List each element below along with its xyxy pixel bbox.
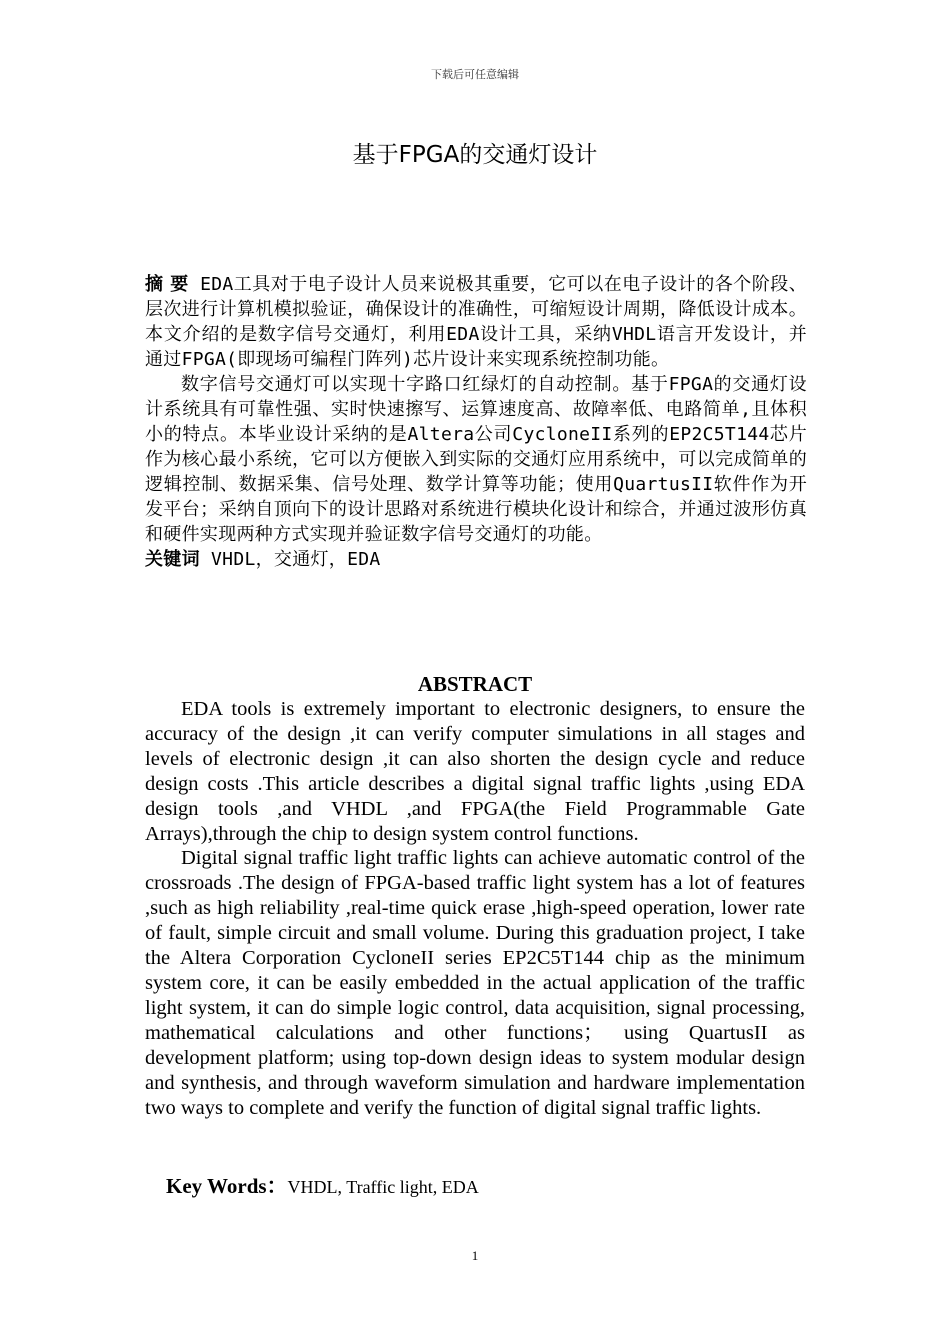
keywords-text: VHDL，交通灯，EDA — [211, 549, 381, 570]
english-keywords-label: Key Words： — [166, 1174, 288, 1198]
chinese-abstract-para1 — [145, 272, 807, 372]
chinese-abstract-para2: 数字信号交通灯可以实现十字路口红绿灯的自动控制。基于FPGA的交通灯设计系统具有可靠性强、实时快速擦写、运算速度高、故障率低、电路简单,且体积小的特点。本毕业设计采纳的是Altera公司CycloneII系列的EP2C5T144芯片作为核心最小系统，它可以方便嵌入到实际的交通灯应用系统中，可以完成简单的逻辑控制、数据采集、信号处理、数学计算等功能；使用QuartusII软件作为开发平台；采纳自顶向下的设计思路对系统进行模块化设计和综合，并通过波形仿真和硬件实现两种方式实现并验证数字信号交通灯的功能。 — [145, 374, 807, 545]
english-abstract-para1: EDA tools is extremely important to electronic designers, to ensure the accuracy of the design ,it can verify computer simulations in all stages and levels of electronic design ,it can also shorten the design cycle and reduce design costs .This article describes a digital signal traffic lights ,using EDA design tools ,and VHDL ,and FPGA(the Field Programmable Gate Arrays),through the chip to design system control functions. — [145, 698, 805, 845]
keywords-label: 关键词 — [145, 549, 200, 570]
document-title: 基于FPGA的交通灯设计 — [352, 142, 598, 168]
english-abstract — [145, 697, 805, 1120]
page-number: 1 — [471, 1248, 479, 1263]
chinese-abstract-text1: EDA工具对于电子设计人员来说极其重要，它可以在电子设计的各个阶段、层次进行计算机模拟验证，确保设计的准确性，可缩短设计周期，降低设计成本。本文介绍的是数字信号交通灯，利用EDA设计工具，采纳VHDL语言开发设计，并通过FPGA(即现场可编程门阵列)芯片设计来实现系统控制功能。 — [145, 274, 807, 370]
chinese-abstract — [145, 272, 807, 572]
chinese-keywords — [145, 547, 807, 572]
english-keywords — [166, 1170, 479, 1200]
abstract-heading: ABSTRACT — [417, 672, 533, 696]
page-header: 下载后可任意编辑 — [431, 68, 519, 81]
english-keywords-text: VHDL, Traffic light, EDA — [287, 1177, 479, 1197]
abstract-label: 摘 要 — [145, 274, 189, 295]
english-abstract-para2: Digital signal traffic light traffic lights can achieve automatic control of the crossroads .The design of FPGA-based traffic light system has a lot of features ,such as high reliability ,real-time quick erase ,high-speed operation, lower rate of fault, simple circuit and small volume. During this graduation project, I take the Altera Corporation CycloneII series EP2C5T144 chip as the minimum system core, it can be easily embedded in the actual application of the traffic light system, it can do simple logic control, data acquisition, signal processing, mathematical calculations and other functions； using QuartusII as development platform; using top-down design ideas to system modular design and synthesis, and through waveform simulation and hardware implementation two ways to complete and verify the function of digital signal traffic lights. — [145, 847, 805, 1119]
